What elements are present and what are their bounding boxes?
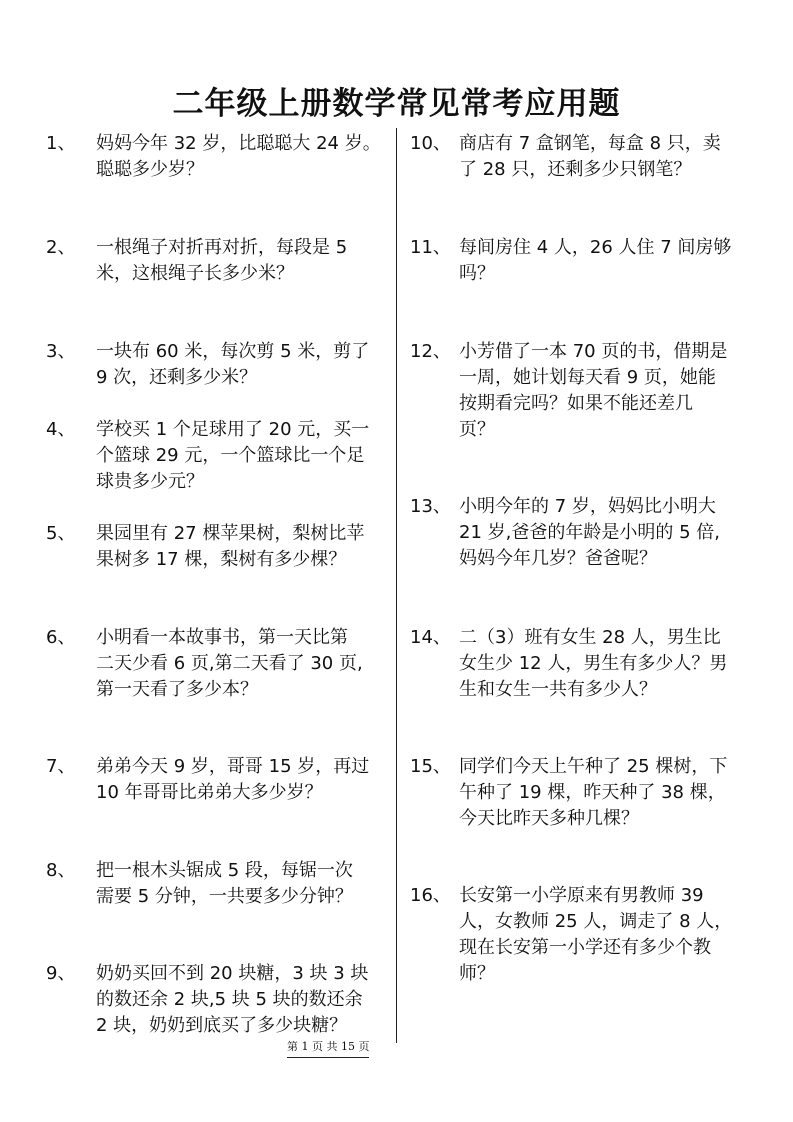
- question-number: 6、: [46, 627, 76, 648]
- question-number: 2、: [46, 237, 76, 258]
- question-text: 同学们今天上午种了 25 棵树，下 午种了 19 棵，昨天种了 38 棵， 今天比昨天多种几棵？: [459, 756, 728, 829]
- question-number: 5、: [46, 523, 76, 544]
- question-text: 小芳借了一本 70 页的书，借期是 一周，她计划每天看 9 页，她能 按期看完吗？如果不能还差几 页？: [459, 341, 728, 440]
- question-number: 13、: [410, 496, 451, 517]
- question-text: 妈妈今年 32 岁，比聪聪大 24 岁。 聪聪多少岁？: [96, 133, 381, 180]
- question-number: 16、: [410, 885, 451, 906]
- question-text: 每间房住 4 人，26 人住 7 间房够 吗？: [459, 237, 732, 284]
- question-number: 9、: [46, 963, 76, 984]
- page-title: 二年级上册数学常见常考应用题: [172, 86, 621, 122]
- page-footer: 第 1 页 共 15 页: [287, 1040, 369, 1058]
- question-number: 14、: [410, 627, 451, 648]
- column-divider: [396, 128, 397, 1043]
- question-number: 12、: [410, 341, 451, 362]
- question-text: 一块布 60 米，每次剪 5 米，剪了 9 次，还剩多少米？: [96, 341, 370, 388]
- question-text: 长安第一小学原来有男教师 39 人，女教师 25 人，调走了 8 人， 现在长安第一小学还有多少个教 师？: [459, 885, 733, 984]
- question-text: 二（3）班有女生 28 人，男生比 女生少 12 人，男生有多少人？男 生和女生一共有多少人？: [459, 627, 728, 700]
- question-text: 一根绳子对折再对折，每段是 5 米，这根绳子长多少米？: [96, 237, 348, 284]
- question-text: 小明今年的 7 岁，妈妈比小明大 21 岁,爸爸的年龄是小明的 5 倍, 妈妈今年几岁？爸爸呢？: [459, 496, 720, 569]
- question-number: 8、: [46, 860, 76, 881]
- question-text: 把一根木头锯成 5 段，每锯一次 需要 5 分钟，一共要多少分钟？: [96, 860, 353, 907]
- question-number: 10、: [410, 133, 451, 154]
- question-number: 15、: [410, 756, 451, 777]
- question-text: 奶奶买回不到 20 块糖，3 块 3 块 的数还余 2 块,5 块 5 块的数还余 2 块，奶奶到底买了多少块糖？: [96, 963, 369, 1036]
- question-number: 7、: [46, 756, 76, 777]
- question-text: 果园里有 27 棵苹果树，梨树比苹 果树多 17 棵，梨树有多少棵？: [96, 523, 365, 570]
- question-text: 商店有 7 盒钢笔，每盒 8 只，卖 了 28 只，还剩多少只钢笔？: [459, 133, 721, 180]
- question-text: 弟弟今天 9 岁，哥哥 15 岁，再过 10 年哥哥比弟弟大多少岁？: [96, 756, 370, 803]
- question-number: 3、: [46, 341, 76, 362]
- question-number: 11、: [410, 237, 451, 258]
- question-text: 小明看一本故事书，第一天比第 二天少看 6 页,第二天看了 30 页, 第一天看了多少本？: [96, 627, 363, 700]
- question-number: 4、: [46, 419, 76, 440]
- question-text: 学校买 1 个足球用了 20 元，买一 个篮球 29 元，一个篮球比一个足 球贵多少元？: [96, 419, 370, 492]
- question-number: 1、: [46, 133, 76, 154]
